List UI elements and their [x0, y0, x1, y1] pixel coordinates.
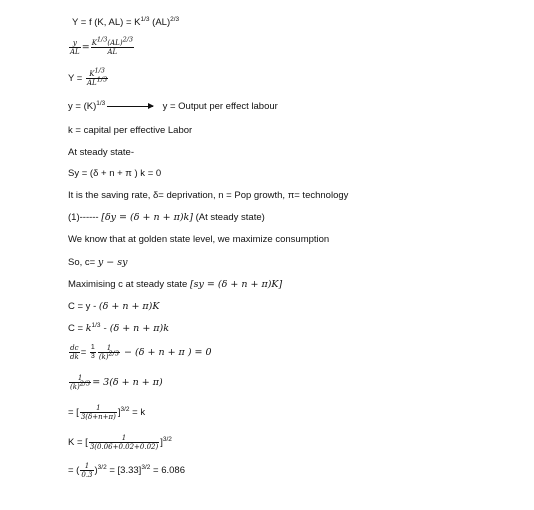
fraction-k-al-over-al: $\frac{K^{1/3}(AL)^{2/3}}{AL}$ — [91, 35, 134, 56]
equation-one-steady-state: (1)------ [δy = (δ + n + π)k] (At steady state) — [68, 212, 265, 223]
fraction-one-over-point-three: $\frac{1}{0.3}$ — [81, 462, 93, 479]
equation-simplified-y: Y = $\frac{K^{1/3}}{AL^{1/3}}$ — [68, 66, 108, 87]
equation-maximising-consumption: Maximising c at steady state [sy = (δ + n + π)K] — [68, 279, 283, 290]
equation-steady-state: Sy = (δ + n + π ) k = 0 — [68, 168, 162, 179]
text-golden-rule: We know that at golden state level, we maximize consumption — [68, 234, 330, 245]
equation-k-solved: = [ $\frac{1}{3(\delta+n+\pi)}$ ]$^{3/2}$ = k — [68, 404, 146, 421]
equation-final-result: = ( $\frac{1}{0.3}$ )$^{3/2} = [3.33]^{3/2} = 6.086$ — [68, 462, 185, 479]
fraction-numeric: $\frac{1}{3(0.06+0.02+0.02)}$ — [89, 434, 159, 451]
equation-consumption: So, c= y − sy — [68, 257, 128, 268]
equation-derivative: $\frac{dc}{dk}$ = $\frac{1}{3}$ $\frac{1}{(k)^{2/3}}$ − (δ + n + π ) = 0 — [70, 344, 212, 361]
fraction-y-over-al: $\frac{y}{AL}$ — [70, 39, 80, 56]
text-variable-definitions: It is the saving rate, δ= deprivation, n = Pop growth, π= technology — [68, 190, 349, 201]
text-steady-state-heading: At steady state- — [68, 147, 135, 158]
fraction-one-over-3-sum: $\frac{1}{3(\delta+n+\pi)}$ — [80, 404, 116, 421]
fraction-one-over-k: $\frac{1}{(k)^{2/3}}$ — [98, 344, 120, 361]
fraction-k-over-al: $\frac{K^{1/3}}{AL^{1/3}}$ — [87, 66, 108, 87]
fraction-one-third: $\frac{1}{3}$ — [90, 344, 95, 360]
equation-k-relation: $\frac{1}{(k)^{2/3}}$ = 3(δ + n + π) — [70, 374, 163, 391]
equation-per-effective-labour: $\frac{y}{AL}$ = $\frac{K^{1/3}(AL)^{2/3}}{AL}$ — [70, 35, 134, 56]
equation-k-numeric: K = [ $\frac{1}{3(0.06+0.02+0.02)}$ ]$^{3/2}$ — [68, 434, 172, 451]
text-capital-definition: k = capital per effective Labor — [68, 125, 193, 136]
fraction-one-over-k-power: $\frac{1}{(k)^{2/3}}$ — [70, 374, 91, 391]
equation-c-substituted: C = y - (δ + n + π)K — [68, 301, 160, 312]
equation-output-per-labour: $y = (K)^{1/3}$ y = Output per effect labour — [68, 99, 278, 112]
right-arrow-icon — [107, 106, 153, 107]
equation-production-function: Y = f (K, $AL) = K^{1/3}$ (AL)$^{2/3}$ — [72, 15, 180, 28]
equation-c-in-k: $C = k^{1/3} - (\delta + n + \pi)k$ — [68, 321, 169, 334]
fraction-dc-dk: $\frac{dc}{dk}$ — [70, 344, 79, 361]
